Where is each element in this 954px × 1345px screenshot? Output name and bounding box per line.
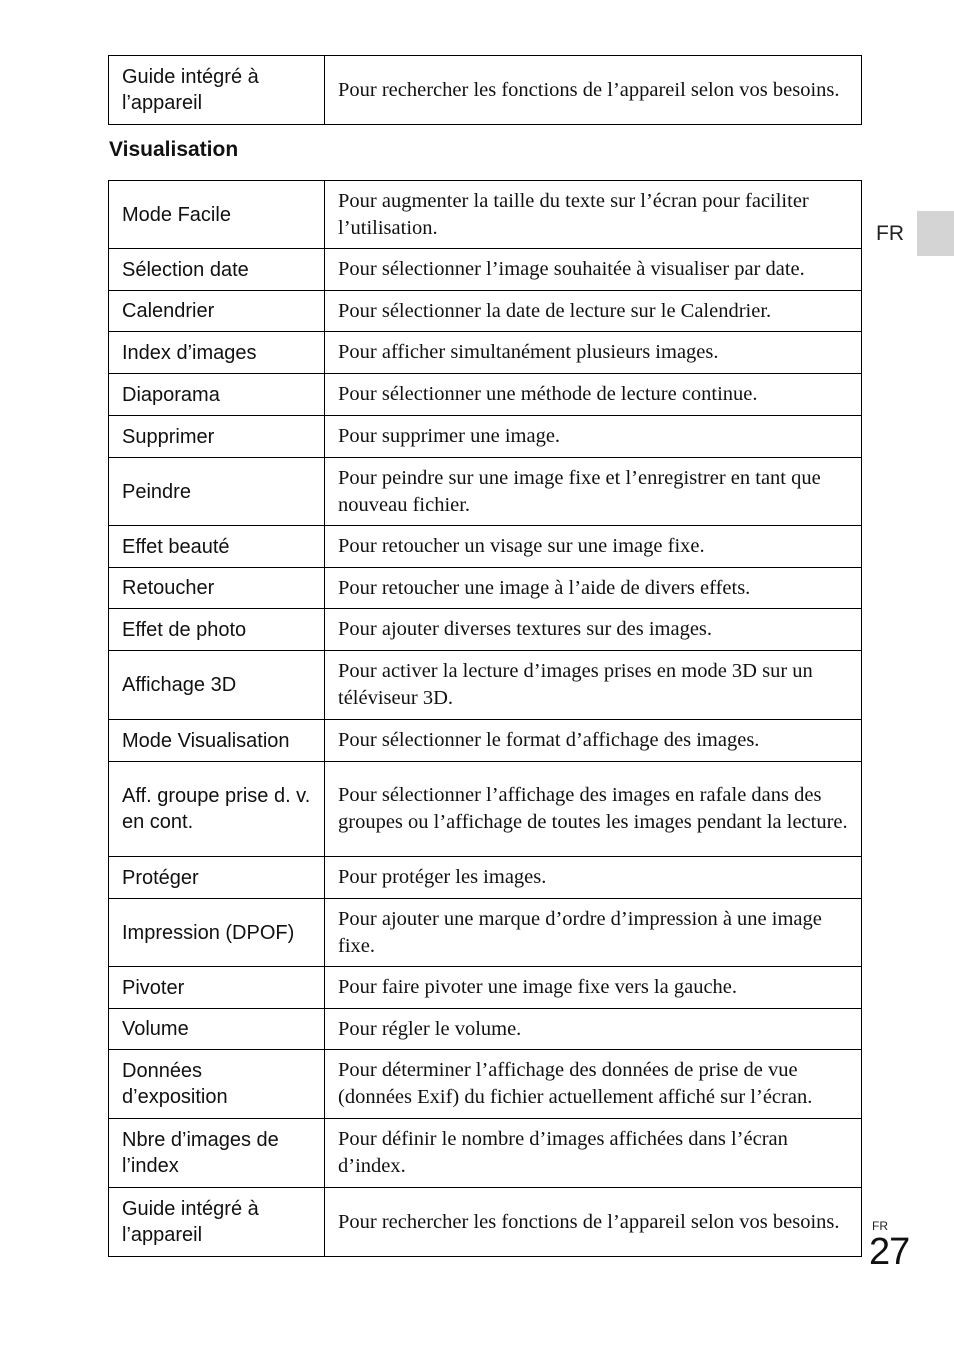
function-name: Index d’images bbox=[109, 332, 325, 374]
function-description: Pour retoucher une image à l’aide de divers effets. bbox=[325, 568, 862, 609]
table-row bbox=[109, 181, 862, 249]
function-name: Impression (DPOF) bbox=[109, 899, 325, 967]
function-name: Affichage 3D bbox=[109, 651, 325, 720]
function-name: Protéger bbox=[109, 857, 325, 899]
table-row bbox=[109, 899, 862, 967]
function-name: Guide intégré à l’appareil bbox=[109, 56, 325, 125]
table-row bbox=[109, 332, 862, 374]
table-row bbox=[109, 56, 862, 125]
table-row bbox=[109, 762, 862, 857]
function-description: Pour sélectionner la date de lecture sur le Calendrier. bbox=[325, 291, 862, 332]
function-name: Supprimer bbox=[109, 416, 325, 458]
page-number: 27 bbox=[869, 1231, 910, 1273]
table-row bbox=[109, 1009, 862, 1050]
function-description: Pour supprimer une image. bbox=[325, 416, 862, 458]
function-description: Pour augmenter la taille du texte sur l’écran pour faciliter l’utilisation. bbox=[325, 181, 862, 249]
table-row bbox=[109, 568, 862, 609]
table-row bbox=[109, 857, 862, 899]
table-row bbox=[109, 374, 862, 416]
function-description: Pour activer la lecture d’images prises en mode 3D sur un téléviseur 3D. bbox=[325, 651, 862, 720]
function-description: Pour rechercher les fonctions de l’appareil selon vos besoins. bbox=[325, 56, 862, 125]
function-name: Mode Facile bbox=[109, 181, 325, 249]
table-row bbox=[109, 720, 862, 762]
function-description: Pour ajouter une marque d’ordre d’impression à une image fixe. bbox=[325, 899, 862, 967]
function-name: Aff. groupe prise d. v. en cont. bbox=[109, 762, 325, 857]
function-name: Calendrier bbox=[109, 291, 325, 332]
function-name: Effet beauté bbox=[109, 526, 325, 568]
table-row bbox=[109, 651, 862, 720]
function-name: Peindre bbox=[109, 458, 325, 526]
function-description: Pour sélectionner une méthode de lecture continue. bbox=[325, 374, 862, 416]
function-description: Pour afficher simultanément plusieurs images. bbox=[325, 332, 862, 374]
function-name: Guide intégré à l’appareil bbox=[109, 1188, 325, 1257]
function-description: Pour peindre sur une image fixe et l’enregistrer en tant que nouveau fichier. bbox=[325, 458, 862, 526]
function-description: Pour ajouter diverses textures sur des images. bbox=[325, 609, 862, 651]
function-description: Pour sélectionner l’affichage des images en rafale dans des groupes ou l’affichage de toutes les images pendant la lecture. bbox=[325, 762, 862, 857]
function-description: Pour protéger les images. bbox=[325, 857, 862, 899]
table-row bbox=[109, 458, 862, 526]
language-tab bbox=[917, 211, 954, 256]
function-name: Pivoter bbox=[109, 967, 325, 1009]
function-name: Données d’exposition bbox=[109, 1050, 325, 1119]
function-name: Volume bbox=[109, 1009, 325, 1050]
top-function-table bbox=[108, 55, 862, 125]
table-row bbox=[109, 291, 862, 332]
table-row bbox=[109, 1119, 862, 1188]
function-name: Mode Visualisation bbox=[109, 720, 325, 762]
table-row bbox=[109, 1188, 862, 1257]
table-row bbox=[109, 526, 862, 568]
table-row bbox=[109, 249, 862, 291]
function-description: Pour sélectionner le format d’affichage des images. bbox=[325, 720, 862, 762]
footer-language: FR bbox=[872, 1219, 888, 1233]
table-row bbox=[109, 609, 862, 651]
function-description: Pour régler le volume. bbox=[325, 1009, 862, 1050]
function-description: Pour définir le nombre d’images affichées dans l’écran d’index. bbox=[325, 1119, 862, 1188]
function-name: Effet de photo bbox=[109, 609, 325, 651]
function-name: Nbre d’images de l’index bbox=[109, 1119, 325, 1188]
visualisation-function-table bbox=[108, 180, 862, 1257]
table-row bbox=[109, 967, 862, 1009]
function-description: Pour rechercher les fonctions de l’appareil selon vos besoins. bbox=[325, 1188, 862, 1257]
function-description: Pour sélectionner l’image souhaitée à visualiser par date. bbox=[325, 249, 862, 291]
language-label: FR bbox=[876, 222, 904, 245]
section-title: Visualisation bbox=[109, 138, 239, 161]
function-description: Pour déterminer l’affichage des données de prise de vue (données Exif) du fichier actuellement affiché sur l’écran. bbox=[325, 1050, 862, 1119]
function-name: Retoucher bbox=[109, 568, 325, 609]
table-row bbox=[109, 1050, 862, 1119]
table-row bbox=[109, 416, 862, 458]
function-description: Pour retoucher un visage sur une image fixe. bbox=[325, 526, 862, 568]
function-name: Diaporama bbox=[109, 374, 325, 416]
function-name: Sélection date bbox=[109, 249, 325, 291]
function-description: Pour faire pivoter une image fixe vers la gauche. bbox=[325, 967, 862, 1009]
